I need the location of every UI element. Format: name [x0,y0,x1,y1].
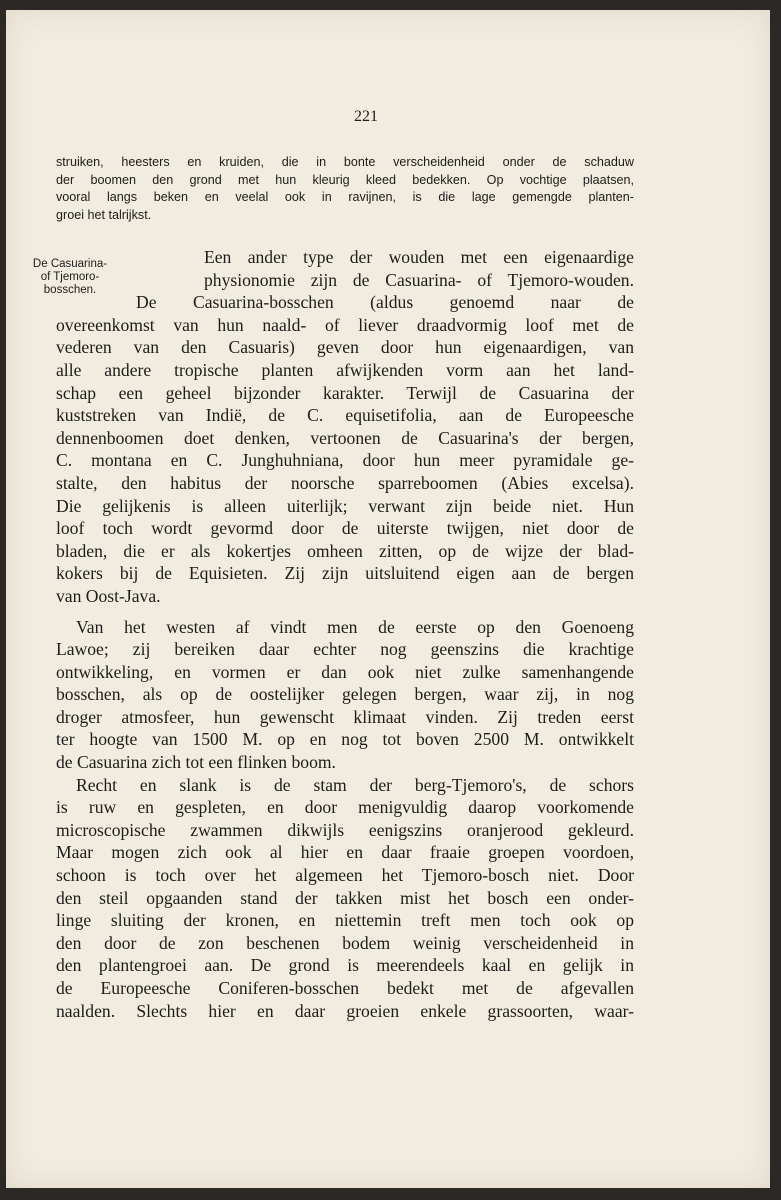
body-line: van Oost-Java. [56,585,161,606]
body-line: Van het westen af vindt men de eerste op den Goenoeng [76,616,634,637]
body-line: stalte, den habitus der noorsche sparreboomen (Abies excelsa). [56,472,634,493]
body-line: dennenboomen doet denken, vertoonen de Casuarina's der bergen, [56,427,634,448]
body-line: droger atmosfeer, hun gewenscht klimaat vinden. Zij treden eerst [56,706,634,727]
body-line: loof toch wordt gevormd door de uiterste twijgen, niet door de [56,518,634,539]
body-line: physionomie zijn de Casuarina- of Tjemoro-wouden. [204,269,634,290]
intro-line: der boomen den grond met hun kleurig kleed bedekken. Op vochtige plaatsen, [56,172,634,187]
margin-note-line: De Casuarina- [32,258,108,270]
body-line: De Casuarina-bosschen (aldus genoemd naar de [136,292,634,313]
body-line: vederen van den Casuaris) geven door hun eigenaardigen, van [56,337,634,358]
body-line: Die gelijkenis is alleen uiterlijk; verwant zijn beide niet. Hun [56,495,634,516]
main-text [56,246,634,1022]
body-line: C. montana en C. Junghuhniana, door hun meer pyramidale ge- [56,450,634,471]
body-line: den steil opgaanden stand der takken mist het bosch een onder- [56,887,634,908]
body-line: is ruw en gespleten, en door menigvuldig daarop voorkomende [56,797,634,818]
page-number: 221 [354,108,378,125]
paragraph-gap [56,608,634,616]
body-line: bosschen, als op de oostelijker gelegen bergen, waar zij, in nog [56,684,634,705]
body-line: ter hoogte van 1500 M. op en nog tot boven 2500 M. ontwikkelt [56,729,634,750]
body-line: linge sluiting der kronen, en niettemin treft men toch ook op [56,910,634,931]
body-line: naalden. Slechts hier en daar groeien enkele grassoorten, waar- [56,1000,634,1021]
body-line: kuststreken van Indië, de C. equisetifolia, aan de Europeesche [56,405,634,426]
body-line: de Europeesche Coniferen-bosschen bedekt met de afgevallen [56,978,634,998]
body-line: Een ander type der wouden met een eigenaardige [204,247,634,267]
body-line: den door de zon beschenen bodem weinig verscheidenheid in [56,932,634,953]
margin-note-line: of Tjemoro- [40,271,100,283]
body-line: Recht en slank is de stam der berg-Tjemoro's, de schors [76,774,634,795]
body-line: schap een geheel bijzonder karakter. Terwijl de Casuarina der [56,382,634,403]
intro-line: struiken, heesters en kruiden, die in bonte verscheidenheid onder de schaduw [56,155,634,169]
body-line: Lawoe; zij bereiken daar echter nog geenszins die krachtige [56,639,634,660]
intro-line: groei het talrijkst. [56,207,152,222]
intro-line: vooral langs beken en veelal ook in ravijnen, is die lage gemengde planten- [56,190,634,205]
body-line: alle andere tropische planten afwijkenden vorm aan het land- [56,359,634,380]
body-line: ontwikkeling, en vormen er dan ook niet zulke samenhangende [56,661,634,682]
body-line: den plantengroei aan. De grond is meerendeels kaal en gelijk in [56,955,634,976]
intro-paragraph [56,154,634,224]
body-line: schoon is toch over het algemeen het Tjemoro-bosch niet. Door [56,865,634,886]
body-line: bladen, die er als kokertjes omheen zitten, op de wijze der blad- [56,540,634,561]
margin-note-line: bosschen. [43,284,97,296]
body-line: overeenkomst van hun naald- of liever draadvormig loof met de [56,314,634,335]
body-line: microscopische zwammen dikwijls eenigszins oranjerood gekleurd. [56,819,634,840]
body-line: kokers bij de Equisieten. Zij zijn uitsluitend eigen aan de bergen [56,563,634,584]
body-line: de Casuarina zich tot een flinken boom. [56,752,336,773]
book-page [6,10,770,1188]
body-line: Maar mogen zich ook al hier en daar fraaie groepen voordoen, [56,842,634,863]
